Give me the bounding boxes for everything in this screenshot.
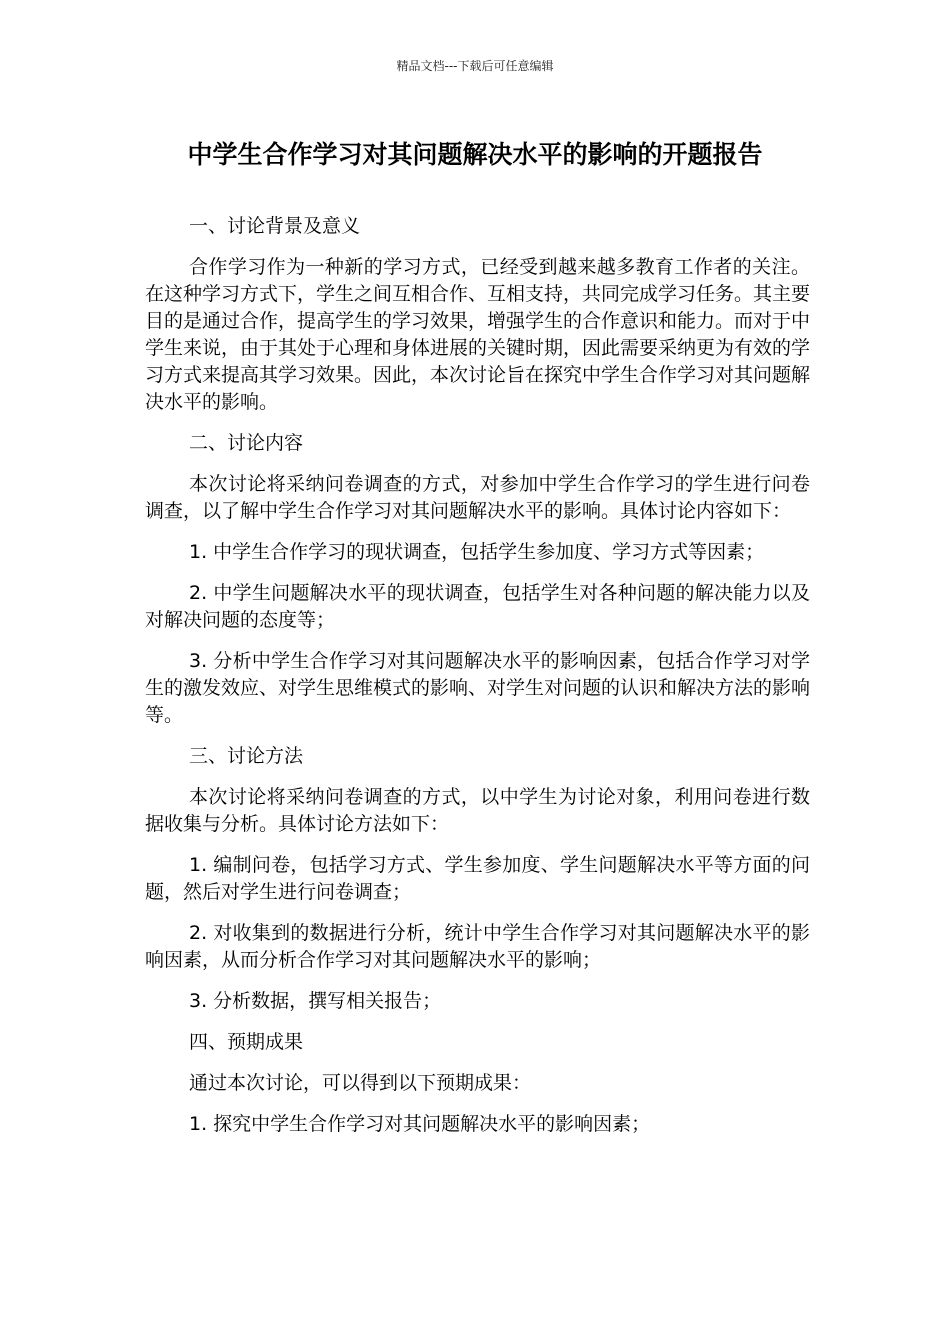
list-item-content-2: 2. 中学生问题解决水平的现状调查，包括学生对各种问题的解决能力以及对解决问题的态度等； — [145, 582, 810, 631]
document-body — [145, 213, 810, 1152]
section-heading-background: 一、讨论背景及意义 — [189, 215, 361, 237]
list-item-methods-3: 3. 分析数据，撰写相关报告； — [189, 990, 442, 1012]
list-item-methods-2: 2. 对收集到的数据进行分析，统计中学生合作学习对其问题解决水平的影响因素，从而分析合作学习对其问题解决水平的影响； — [145, 922, 810, 971]
list-item-methods-1: 1. 编制问卷，包括学习方式、学生参加度、学生问题解决水平等方面的问题，然后对学生进行问卷调查； — [145, 854, 810, 903]
paragraph-outcomes-intro: 通过本次讨论，可以得到以下预期成果： — [189, 1072, 532, 1094]
section-heading-methods: 三、讨论方法 — [189, 745, 304, 767]
document-title: 中学生合作学习对其问题解决水平的影响的开题报告 — [187, 140, 763, 169]
list-item-content-3: 3. 分析中学生合作学习对其问题解决水平的影响因素，包括合作学习对学生的激发效应、对学生思维模式的影响、对学生对问题的认识和解决方法的影响等。 — [145, 650, 811, 726]
paragraph-methods-intro: 本次讨论将采纳问卷调查的方式，以中学生为讨论对象，利用问卷进行数据收集与分析。具体讨论方法如下： — [145, 786, 810, 835]
list-item-outcomes-1: 1. 探究中学生合作学习对其问题解决水平的影响因素； — [189, 1113, 651, 1135]
paragraph-content-intro: 本次讨论将采纳问卷调查的方式，对参加中学生合作学习的学生进行问卷调查，以了解中学生合作学习对其问题解决水平的影响。具体讨论内容如下： — [145, 473, 810, 522]
section-heading-content: 二、讨论内容 — [189, 432, 304, 454]
header-note: 精品文档---下载后可任意编辑 — [396, 59, 554, 73]
list-item-content-1: 1. 中学生合作学习的现状调查，包括学生参加度、学习方式等因素； — [189, 541, 765, 563]
section-heading-outcomes: 四、预期成果 — [189, 1031, 304, 1053]
paragraph-background: 合作学习作为一种新的学习方式，已经受到越来越多教育工作者的关注。在这种学习方式下，学生之间互相合作、互相支持，共同完成学习任务。其主要目的是通过合作，提高学生的学习效果，增强学生的合作意识和能力。而对于中学生来说，由于其处于心理和身体进展的关键时期，因此需要采纳更为有效的学习方式来提高其学习效果。因此，本次讨论旨在探究中学生合作学习对其问题解决水平的影响。 — [145, 256, 811, 413]
